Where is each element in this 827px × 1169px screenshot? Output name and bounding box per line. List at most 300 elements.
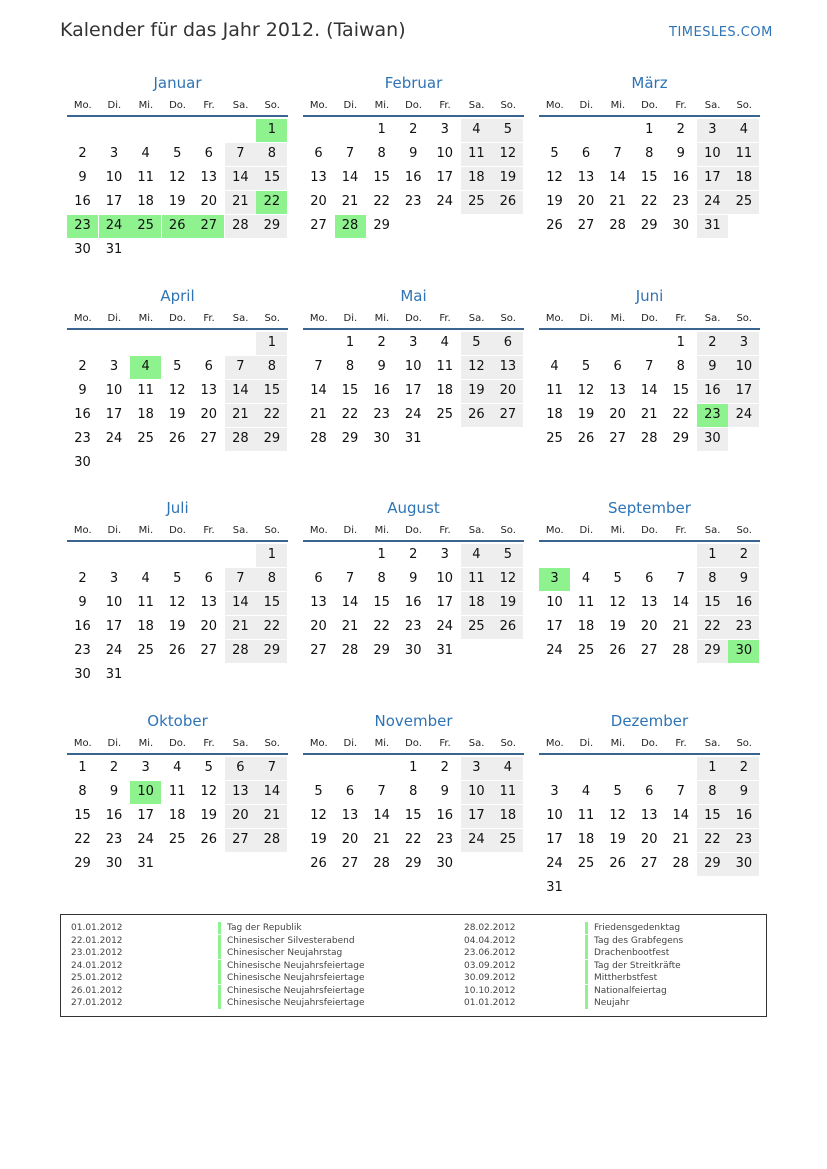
day-cell: 14: [256, 781, 287, 804]
day-cell: 26: [461, 404, 492, 427]
day-cell: 8: [78, 784, 87, 799]
day-cell: 24: [105, 643, 123, 658]
day-cell: 15: [256, 167, 287, 190]
day-cell: 7: [645, 359, 654, 374]
weekday-label: So.: [264, 738, 280, 749]
day-cell: 11: [137, 170, 154, 185]
day-cell: 17: [697, 167, 728, 190]
weekday-label: Di.: [343, 313, 358, 324]
day-cell: 11: [577, 808, 595, 823]
weekday-label: Fr.: [439, 738, 451, 749]
month-juni: [539, 286, 760, 476]
day-cell: 2: [409, 122, 418, 137]
day-cell: 31: [105, 242, 123, 257]
day-cell: 21: [225, 616, 256, 639]
day-cell: 9: [728, 781, 759, 804]
day-cell: 5: [173, 146, 182, 161]
day-cell: 15: [341, 383, 359, 398]
day-cell: 27: [341, 856, 359, 871]
day-cell: 7: [345, 146, 355, 161]
legend-date: 04.04.2012: [464, 935, 516, 946]
weekday-label: Mo.: [545, 738, 564, 749]
legend-date: 23.01.2012: [71, 948, 123, 958]
legend-date: 01.01.2012: [464, 998, 516, 1008]
day-cell: 11: [461, 143, 492, 166]
weekday-label: Mi.: [610, 313, 626, 324]
day-cell: 6: [581, 146, 591, 161]
weekday-header: [303, 524, 524, 542]
day-cell: 16: [404, 170, 422, 185]
day-cell: 20: [577, 194, 595, 209]
day-cell: 3: [409, 335, 418, 350]
weekday-header: [303, 99, 524, 117]
day-cell: 25: [461, 191, 492, 214]
day-cell: 15: [697, 805, 728, 828]
month-name: November: [374, 712, 453, 730]
day-cell: 15: [404, 808, 422, 823]
brand-link[interactable]: TIMESLES.COM: [669, 25, 773, 40]
weekday-label: Di.: [107, 313, 122, 324]
legend-date: 22.01.2012: [71, 935, 123, 946]
weekday-header: [67, 524, 288, 542]
day-cell: 3: [109, 571, 119, 586]
day-cell: 5: [173, 571, 182, 586]
day-cell: 27: [640, 643, 658, 658]
day-cell: 30: [105, 856, 123, 871]
day-cell: 22: [373, 194, 390, 209]
day-cell: 15: [74, 808, 91, 823]
weekday-label: So.: [264, 525, 280, 536]
day-cell: 13: [341, 808, 359, 823]
day-cell: 13: [200, 383, 218, 398]
day-cell: 30: [672, 218, 690, 233]
month-name: Juli: [166, 499, 189, 517]
day-cell: 3: [109, 146, 119, 161]
weekday-label: Sa.: [704, 525, 721, 536]
day-cell: 4: [581, 571, 591, 586]
day-cell: 9: [440, 784, 449, 799]
day-cell: 23: [74, 643, 91, 658]
weekday-label: Mo.: [73, 313, 92, 324]
weekday-label: Di.: [579, 313, 594, 324]
day-cell: 22: [373, 619, 390, 634]
weekday-label: Sa.: [232, 525, 249, 536]
weekday-label: So.: [500, 738, 516, 749]
month-name: Dezember: [610, 712, 689, 730]
holiday-day-cell: 25: [130, 215, 161, 238]
day-cell: 13: [640, 595, 658, 610]
weekday-label: Mo.: [73, 100, 92, 111]
day-cell: 2: [78, 146, 87, 161]
weekday-label: Mo.: [309, 313, 328, 324]
month-november: [303, 711, 524, 901]
day-cell: 18: [461, 167, 492, 190]
day-cell: 4: [728, 119, 759, 142]
weekday-label: Fr.: [675, 100, 687, 111]
day-cell: 7: [676, 784, 685, 799]
legend-holiday-name: Tag der Republik: [218, 922, 302, 934]
weekday-label: Fr.: [203, 313, 215, 324]
day-cell: 17: [546, 619, 563, 634]
day-cell: 11: [168, 784, 186, 799]
day-cell: 11: [577, 595, 595, 610]
day-cell: 15: [373, 170, 390, 185]
day-cell: 18: [492, 805, 523, 828]
day-cell: 30: [74, 667, 91, 682]
holiday-legend: [60, 914, 767, 1017]
day-cell: 31: [404, 431, 422, 446]
day-cell: 29: [697, 640, 728, 663]
month-august: [303, 498, 524, 688]
day-cell: 8: [256, 356, 287, 379]
day-cell: 29: [373, 218, 390, 233]
day-cell: 22: [697, 616, 728, 639]
day-cell: 29: [74, 856, 91, 871]
day-cell: 5: [314, 784, 323, 799]
day-cell: 31: [546, 880, 563, 895]
day-cell: 21: [373, 832, 390, 847]
day-cell: 6: [204, 146, 213, 161]
day-cell: 1: [256, 332, 287, 355]
day-cell: 12: [492, 568, 523, 591]
weekday-label: Fr.: [203, 100, 215, 111]
holiday-day-cell: 24: [99, 215, 130, 238]
weekday-header: [539, 737, 760, 755]
weekday-label: Mo.: [545, 525, 564, 536]
day-cell: 3: [697, 119, 728, 142]
month-name: März: [631, 74, 668, 92]
weekday-label: Fr.: [203, 738, 215, 749]
day-cell: 26: [577, 431, 595, 446]
legend-holiday-name: Friedensgedenktag: [585, 922, 680, 934]
month-name: Oktober: [147, 712, 208, 730]
day-cell: 1: [377, 122, 386, 137]
day-cell: 21: [672, 832, 690, 847]
month-juli: [67, 498, 288, 688]
day-cell: 25: [436, 407, 454, 422]
day-grid: [303, 544, 524, 688]
month-name: Januar: [153, 74, 202, 92]
weekday-label: Di.: [343, 525, 358, 536]
weekday-header: [303, 737, 524, 755]
holiday-day-cell: 28: [335, 215, 366, 238]
weekday-label: Fr.: [203, 525, 215, 536]
holiday-day-cell: 4: [130, 356, 161, 379]
day-cell: 21: [609, 194, 626, 209]
weekday-label: So.: [736, 100, 752, 111]
weekday-label: Do.: [641, 525, 658, 536]
day-cell: 30: [728, 853, 759, 876]
weekday-label: Mo.: [545, 313, 564, 324]
day-grid: [67, 119, 288, 263]
month-mai: [303, 286, 524, 476]
legend-holiday-name: Neujahr: [585, 997, 629, 1009]
day-cell: 5: [461, 332, 492, 355]
day-cell: 15: [640, 170, 658, 185]
day-cell: 4: [173, 760, 182, 775]
day-cell: 10: [546, 808, 563, 823]
holiday-day-cell: 30: [728, 640, 759, 663]
day-cell: 22: [404, 832, 422, 847]
legend-holiday-name: Tag des Grabfegens: [585, 935, 683, 947]
weekday-label: Sa.: [704, 100, 721, 111]
day-cell: 19: [461, 380, 492, 403]
day-cell: 4: [581, 784, 591, 799]
day-cell: 14: [225, 592, 256, 615]
day-cell: 18: [137, 619, 154, 634]
weekday-label: Mi.: [138, 738, 154, 749]
day-cell: 20: [310, 619, 327, 634]
day-cell: 20: [225, 805, 256, 828]
day-cell: 24: [105, 431, 123, 446]
day-cell: 28: [672, 643, 690, 658]
month-name: August: [387, 499, 440, 517]
day-cell: 18: [137, 194, 154, 209]
day-cell: 5: [173, 359, 182, 374]
day-cell: 22: [640, 194, 658, 209]
day-cell: 29: [404, 856, 422, 871]
day-cell: 4: [550, 359, 559, 374]
weekday-label: Sa.: [704, 738, 721, 749]
day-cell: 10: [546, 595, 563, 610]
day-cell: 7: [225, 356, 256, 379]
day-cell: 17: [105, 194, 123, 209]
weekday-label: Sa.: [468, 100, 485, 111]
day-cell: 14: [373, 808, 390, 823]
day-cell: 26: [546, 218, 563, 233]
day-cell: 4: [492, 757, 523, 780]
day-cell: 24: [436, 619, 454, 634]
day-cell: 3: [440, 547, 449, 562]
day-cell: 26: [492, 616, 523, 639]
day-cell: 29: [256, 428, 287, 451]
weekday-label: Fr.: [675, 313, 687, 324]
month-name: September: [608, 499, 691, 517]
weekday-label: Di.: [107, 525, 122, 536]
day-cell: 22: [697, 829, 728, 852]
day-cell: 6: [314, 571, 323, 586]
weekday-label: Fr.: [439, 100, 451, 111]
day-cell: 16: [436, 808, 454, 823]
page-title: Kalender für das Jahr 2012. (Taiwan): [60, 19, 406, 41]
day-cell: 1: [409, 760, 418, 775]
day-cell: 2: [676, 122, 685, 137]
legend-holiday-name: Drachenbootfest: [585, 947, 669, 959]
weekday-header: [67, 312, 288, 330]
weekday-label: Di.: [343, 738, 358, 749]
month-dezember: [539, 711, 760, 901]
legend-date: 30.09.2012: [464, 973, 516, 983]
day-cell: 21: [310, 407, 327, 422]
weekday-label: Di.: [107, 100, 122, 111]
day-grid: [303, 119, 524, 263]
month-name: April: [160, 287, 195, 305]
day-cell: 19: [492, 592, 523, 615]
day-cell: 27: [200, 643, 218, 658]
day-cell: 20: [640, 619, 658, 634]
day-cell: 29: [256, 215, 287, 238]
day-cell: 17: [436, 595, 454, 610]
day-cell: 6: [645, 571, 654, 586]
day-cell: 28: [225, 428, 256, 451]
day-cell: 6: [492, 332, 523, 355]
legend-date: 24.01.2012: [71, 960, 123, 971]
weekday-label: So.: [264, 100, 280, 111]
day-cell: 10: [404, 359, 422, 374]
day-grid: [67, 544, 288, 688]
day-cell: 5: [613, 784, 622, 799]
day-cell: 18: [137, 407, 154, 422]
weekday-label: Sa.: [232, 313, 249, 324]
day-cell: 11: [461, 568, 492, 591]
day-grid: [67, 757, 288, 901]
day-cell: 1: [697, 544, 728, 567]
day-cell: 12: [609, 808, 626, 823]
month-september: [539, 498, 760, 688]
day-cell: 26: [200, 832, 218, 847]
legend-holiday-name: Chinesischer Silvesterabend: [218, 935, 355, 947]
day-cell: 28: [373, 856, 390, 871]
day-cell: 4: [141, 146, 150, 161]
weekday-label: So.: [736, 738, 752, 749]
day-cell: 12: [461, 356, 492, 379]
day-cell: 1: [256, 544, 287, 567]
day-cell: 6: [204, 359, 213, 374]
day-cell: 11: [137, 383, 154, 398]
day-cell: 3: [728, 332, 759, 355]
day-cell: 10: [436, 571, 454, 586]
day-cell: 1: [377, 547, 386, 562]
day-cell: 19: [492, 167, 523, 190]
day-cell: 27: [225, 829, 256, 852]
day-cell: 20: [492, 380, 523, 403]
day-cell: 25: [577, 643, 595, 658]
day-cell: 25: [168, 832, 186, 847]
day-cell: 10: [461, 781, 492, 804]
weekday-label: Do.: [641, 313, 658, 324]
day-cell: 5: [492, 119, 523, 142]
day-cell: 14: [225, 380, 256, 403]
weekday-label: Di.: [107, 738, 122, 749]
weekday-label: Mi.: [138, 100, 154, 111]
weekday-label: Do.: [169, 313, 186, 324]
day-cell: 13: [492, 356, 523, 379]
day-cell: 8: [645, 146, 654, 161]
day-cell: 6: [345, 784, 355, 799]
day-cell: 16: [728, 805, 759, 828]
day-cell: 23: [373, 407, 390, 422]
day-cell: 11: [436, 359, 454, 374]
weekday-header: [67, 99, 288, 117]
day-cell: 19: [310, 832, 327, 847]
weekday-label: Sa.: [468, 525, 485, 536]
day-cell: 16: [74, 619, 91, 634]
legend-holiday-name: Nationalfeiertag: [585, 985, 667, 997]
day-cell: 8: [345, 359, 355, 374]
day-cell: 17: [105, 619, 123, 634]
day-cell: 18: [577, 832, 595, 847]
day-cell: 11: [546, 383, 563, 398]
day-cell: 16: [697, 380, 728, 403]
day-cell: 31: [137, 856, 154, 871]
day-cell: 21: [640, 407, 658, 422]
day-cell: 24: [728, 404, 759, 427]
day-cell: 24: [137, 832, 154, 847]
day-cell: 24: [436, 194, 454, 209]
day-cell: 31: [105, 667, 123, 682]
day-cell: 18: [546, 407, 563, 422]
weekday-label: Fr.: [439, 313, 451, 324]
holiday-day-cell: 22: [256, 191, 287, 214]
day-cell: 29: [341, 431, 359, 446]
day-cell: 8: [256, 568, 287, 591]
weekday-label: Mi.: [610, 525, 626, 536]
day-cell: 16: [728, 592, 759, 615]
day-cell: 2: [440, 760, 449, 775]
day-cell: 11: [728, 143, 759, 166]
day-cell: 14: [672, 595, 690, 610]
day-cell: 28: [640, 431, 658, 446]
day-cell: 8: [676, 359, 685, 374]
weekday-label: Fr.: [439, 525, 451, 536]
day-cell: 28: [672, 856, 690, 871]
day-cell: 17: [728, 380, 759, 403]
weekday-label: Fr.: [675, 525, 687, 536]
day-cell: 28: [341, 643, 359, 658]
weekday-label: Sa.: [704, 313, 721, 324]
day-cell: 19: [546, 194, 563, 209]
legend-date: 10.10.2012: [464, 985, 516, 996]
day-cell: 16: [672, 170, 690, 185]
day-cell: 22: [256, 404, 287, 427]
day-cell: 12: [577, 383, 595, 398]
day-cell: 6: [645, 784, 654, 799]
day-cell: 18: [577, 619, 595, 634]
day-cell: 18: [168, 808, 186, 823]
day-cell: 17: [105, 407, 123, 422]
day-cell: 20: [341, 832, 359, 847]
day-grid: [303, 332, 524, 476]
day-cell: 11: [492, 781, 523, 804]
day-cell: 4: [461, 544, 492, 567]
day-cell: 27: [609, 431, 626, 446]
month-name: Februar: [384, 74, 443, 92]
month-april: [67, 286, 288, 476]
day-cell: 26: [609, 856, 626, 871]
weekday-label: So.: [500, 525, 516, 536]
legend-date: 26.01.2012: [71, 985, 123, 996]
day-cell: 23: [105, 832, 123, 847]
holiday-day-cell: 1: [256, 119, 287, 142]
day-cell: 25: [137, 643, 154, 658]
day-cell: 11: [137, 595, 154, 610]
holiday-day-cell: 3: [539, 568, 570, 591]
legend-date: 01.01.2012: [71, 923, 123, 933]
weekday-header: [303, 312, 524, 330]
weekday-label: Do.: [405, 313, 422, 324]
legend-date: 28.02.2012: [464, 923, 516, 933]
day-cell: 3: [550, 784, 559, 799]
day-cell: 1: [645, 122, 654, 137]
day-cell: 3: [109, 359, 119, 374]
weekday-label: Do.: [405, 738, 422, 749]
day-cell: 8: [377, 146, 386, 161]
weekday-label: Do.: [405, 525, 422, 536]
weekday-label: Sa.: [232, 100, 249, 111]
weekday-label: Mo.: [309, 100, 328, 111]
day-cell: 14: [310, 383, 327, 398]
day-cell: 3: [141, 760, 150, 775]
